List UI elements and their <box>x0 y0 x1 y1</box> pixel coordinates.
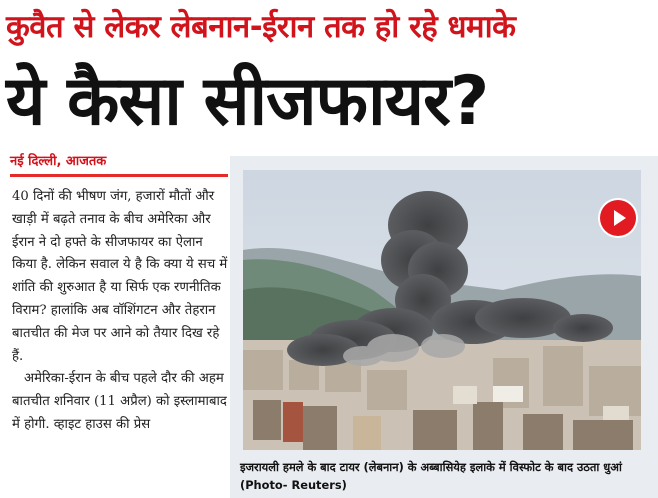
article-headline: ये कैसा सीजफायर? <box>6 62 489 141</box>
photo-caption: इजरायली हमले के बाद टायर (लेबनान) के अब्बासियेह इलाके में विस्फोट के बाद उठता धुआं (Photo- Reuters) <box>240 460 622 492</box>
article-paragraph: 40 दिनों की भीषण जंग, हजारों मौतों और खाड़ी में बढ़ते तनाव के बीच अमेरिका और ईरान ने दो हफ्ते के सीजफायर का ऐलान किया है. लेकिन सवाल ये है कि क्या ये सच में शांति की शुरुआत है या सिर्फ एक रणनीतिक विराम? हालांकि अब वॉशिंगटन और तेहरान बातचीत की मेज पर आने को तैयार दिख रहे हैं. <box>12 189 228 364</box>
explosion-photo-illustration <box>243 170 641 450</box>
article-dateline: नई दिल्ली, आजतक <box>10 154 107 169</box>
play-icon[interactable] <box>600 200 636 236</box>
photo-figure <box>230 156 658 498</box>
article-kicker: कुवैत से लेकर लेबनान-ईरान तक हो रहे धमाके <box>6 9 516 45</box>
article-paragraph: अमेरिका-ईरान के बीच पहले दौर की अहम बातचीत शनिवार (11 अप्रैल) को इस्लामाबाद में होगी. व्हाइट हाउस की प्रेस <box>12 371 227 432</box>
news-photo[interactable] <box>243 170 641 450</box>
section-divider <box>10 174 228 177</box>
article-body <box>12 186 230 498</box>
